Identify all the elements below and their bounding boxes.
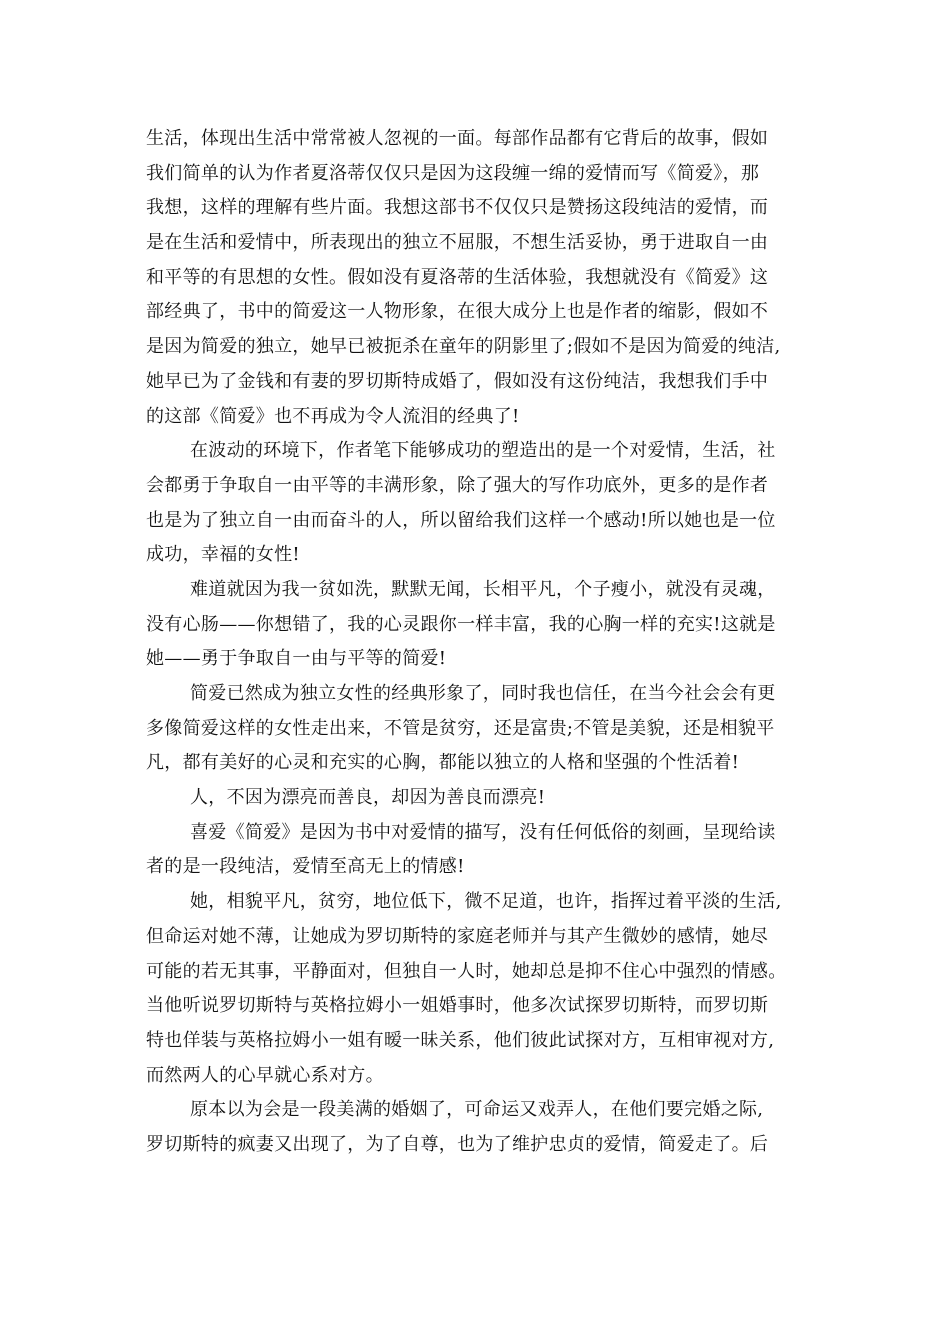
text-line: 特也佯装与英格拉姆小一姐有暧一昧关系，他们彼此试探对方，互相审视对方,: [146, 1029, 775, 1051]
text-line: 她早已为了金钱和有妻的罗切斯特成婚了，假如没有这份纯洁，我想我们手中: [146, 370, 769, 392]
text-line: 生活，体现出生活中常常被人忽视的一面。每部作品都有它背后的故事，假如: [146, 128, 769, 149]
text-line: 难道就因为我一贫如洗，默默无闻，长相平凡，个子瘦小，就没有灵魂，: [190, 578, 776, 600]
text-line: 凡，都有美好的心灵和充实的心胸，都能以独立的人格和坚强的个性活着!: [146, 752, 740, 774]
text-line: 她，相貌平凡，贫穷，地位低下，微不足道，也许，指挥过着平淡的生活,: [190, 891, 782, 913]
text-line: 罗切斯特的疯妻又出现了，为了自尊，也为了维护忠贞的爱情，简爱走了。后: [146, 1133, 769, 1155]
text-line: 也是为了独立自一由而奋斗的人，所以留给我们这样一个感动!所以她也是一位: [146, 509, 776, 531]
text-line: 在波动的环境下，作者笔下能够成功的塑造出的是一个对爱情，生活，社: [190, 440, 776, 462]
text-line: 的这部《简爱》也不再成为令人流泪的经典了!: [146, 405, 520, 427]
text-line: 部经典了，书中的简爱这一人物形象，在很大成分上也是作者的缩影，假如不: [146, 301, 769, 323]
text-line: 没有心肠——你想错了，我的心灵跟你一样丰富，我的心胸一样的充实!这就是: [146, 613, 776, 635]
text-line: 和平等的有思想的女性。假如没有夏洛蒂的生活体验，我想就没有《简爱》这: [146, 266, 769, 288]
text-line: 我想，这样的理解有些片面。我想这部书不仅仅只是赞扬这段纯洁的爱情，而: [146, 197, 769, 219]
text-line: 可能的若无其事，平静面对，但独自一人时，她却总是抑不住心中强烈的情感。: [146, 960, 787, 982]
text-line: 是因为简爱的独立，她早已被扼杀在童年的阴影里了;假如不是因为简爱的纯洁,: [146, 336, 781, 358]
text-line: 我们简单的认为作者夏洛蒂仅仅只是因为这段缠一绵的爱情而写《简爱》，那: [146, 162, 760, 184]
text-line: 而然两人的心早就心系对方。: [146, 1064, 384, 1086]
text-line: 简爱已然成为独立女性的经典形象了，同时我也信任，在当今社会会有更: [190, 683, 776, 704]
text-line: 是在生活和爱情中，所表现出的独立不屈服，不想生活妥协，勇于进取自一由: [146, 232, 769, 254]
text-line: 当他听说罗切斯特与英格拉姆小一姐婚事时，他多次试探罗切斯特，而罗切斯: [146, 995, 769, 1017]
text-line: 会都勇于争取自一由平等的丰满形象，除了强大的写作功底外，更多的是作者: [146, 474, 769, 496]
text-line: 但命运对她不薄，让她成为罗切斯特的家庭老师并与其产生微妙的感情，她尽: [146, 925, 769, 947]
body-text: [146, 122, 826, 1163]
text-line: 多像简爱这样的女性走出来，不管是贫穷，还是富贵;不管是美貌，还是相貌平: [146, 717, 775, 739]
text-line: 成功，幸福的女性!: [146, 544, 300, 566]
text-line: 她——勇于争取自一由与平等的简爱!: [146, 648, 447, 670]
text-line: 者的是一段纯洁，爱情至高无上的情感!: [146, 856, 465, 878]
text-line: 原本以为会是一段美满的婚姻了，可命运又戏弄人，在他们要完婚之际,: [190, 1099, 764, 1121]
text-line: 喜爱《简爱》是因为书中对爱情的描写，没有任何低俗的刻画，呈现给读: [190, 821, 776, 843]
text-line: 人，不因为漂亮而善良，却因为善良而漂亮!: [190, 787, 546, 809]
